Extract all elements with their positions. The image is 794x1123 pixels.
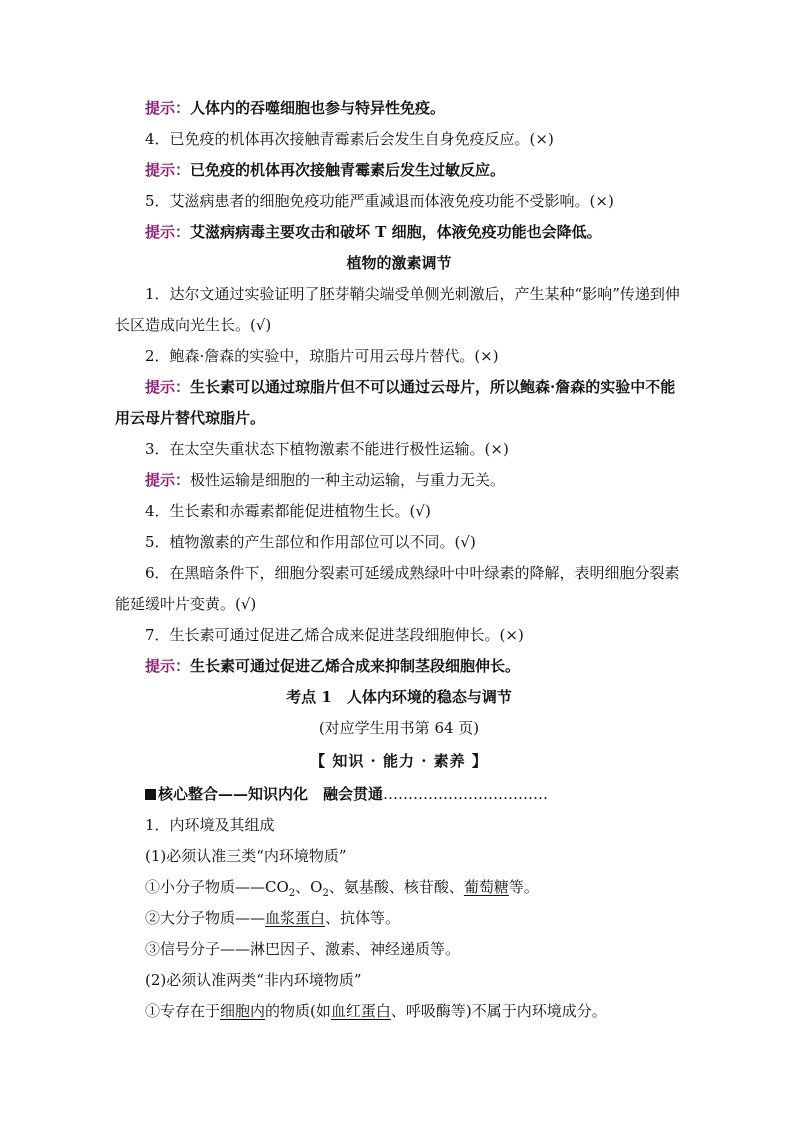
leader-dots: …………………………… (383, 785, 549, 803)
statement-line: 5．艾滋病患者的细胞免疫功能严重减退而体液免疫功能不受影响。(×) (145, 192, 614, 210)
statement-line: 2．鲍森·詹森的实验中，琼脂片可用云母片替代。(×) (145, 347, 499, 365)
underlined-term: 血浆蛋白 (265, 909, 326, 927)
topic-title: 考点 1 人体内环境的稳态与调节 (286, 688, 512, 706)
hint-line (115, 465, 683, 496)
subscript: 2 (322, 888, 329, 899)
black-square-icon (145, 789, 156, 800)
sub-heading: (2)必须认准两类“非内环境物质” (145, 971, 362, 989)
text-part: ①小分子物质——CO (145, 878, 289, 896)
text-part: 等。 (508, 878, 539, 896)
core-title: 核心整合——知识内化 融会贯通 (158, 785, 384, 803)
hint-label: 提示： (145, 471, 191, 489)
hint-text: 已免疫的机体再次接触青霉素后发生过敏反应。 (190, 161, 506, 179)
hint-text: 极性运输是细胞的一种主动运输，与重力无关。 (190, 471, 506, 489)
text-part: 、O (295, 878, 323, 896)
hint-text: 艾滋病病毒主要攻击和破坏 T 细胞，体液免疫功能也会降低。 (190, 223, 602, 241)
underlined-term: 细胞内 (220, 1002, 266, 1020)
statement-line: 7．生长素可通过促进乙烯合成来促进茎段细胞伸长。(×) (145, 626, 524, 644)
text-part: 、氨基酸、核苷酸、 (328, 878, 464, 896)
hint-line (115, 93, 683, 124)
hint-text: 人体内的吞噬细胞也参与特异性免疫。 (190, 99, 446, 117)
underlined-term: 血红蛋白 (330, 1002, 391, 1020)
statement-line: 4．生长素和赤霉素都能促进植物生长。(√) (145, 502, 431, 520)
content-line (115, 872, 683, 903)
statement-line: 6．在黑暗条件下，细胞分裂素可延缓成熟绿叶中叶绿素的降解，表明细胞分裂素能延缓叶片变黄。(√) (115, 564, 680, 613)
hint-text: 生长素可通过促进乙烯合成来抑制茎段细胞伸长。 (190, 657, 521, 675)
sub-heading: (1)必须认准三类“内环境物质” (145, 847, 347, 865)
text-part: ①专存在于 (145, 1002, 221, 1020)
text-part: ②大分子物质—— (145, 909, 266, 927)
content-line (115, 996, 683, 1027)
statement-line: 4．已免疫的机体再次接触青霉素后会发生自身免疫反应。(×) (145, 130, 554, 148)
text-part: 的物质(如 (265, 1002, 331, 1020)
hint-line (115, 155, 683, 186)
hint-line (115, 651, 683, 682)
hint-text: 生长素可以通过琼脂片但不可以通过云母片，所以鲍森·詹森的实验中不能用云母片替代琼脂片。 (115, 378, 676, 427)
text-part: 、呼吸酶等)不属于内环境成分。 (390, 1002, 607, 1020)
hint-label: 提示： (145, 99, 191, 117)
page-content (115, 93, 683, 1027)
hint-line (115, 217, 683, 248)
hint-label: 提示： (145, 223, 191, 241)
content-line (115, 903, 683, 934)
section-label: 【 知识 · 能力 · 素养 】 (310, 752, 488, 770)
section-heading-plant-hormones: 植物的激素调节 (346, 254, 452, 272)
underlined-term: 葡萄糖 (463, 878, 509, 896)
hint-label: 提示： (145, 657, 191, 675)
hint-line (115, 372, 683, 434)
core-integration-heading (115, 779, 683, 810)
hint-label: 提示： (145, 161, 191, 179)
statement-line: 1．达尔文通过实验证明了胚芽鞘尖端受单侧光刺激后，产生某种“影响”传递到伸长区造成向光生长。(√) (115, 285, 680, 334)
text-part: 、抗体等。 (325, 909, 401, 927)
subscript: 2 (288, 888, 296, 899)
item-heading: 1．内环境及其组成 (145, 816, 275, 834)
statement-line: 5．植物激素的产生部位和作用部位可以不同。(√) (145, 533, 476, 551)
topic-reference: (对应学生用书第 64 页) (318, 719, 480, 737)
statement-line: 3．在太空失重状态下植物激素不能进行极性运输。(×) (145, 440, 509, 458)
hint-label: 提示： (145, 378, 191, 396)
content-line: ③信号分子——淋巴因子、激素、神经递质等。 (145, 940, 461, 958)
